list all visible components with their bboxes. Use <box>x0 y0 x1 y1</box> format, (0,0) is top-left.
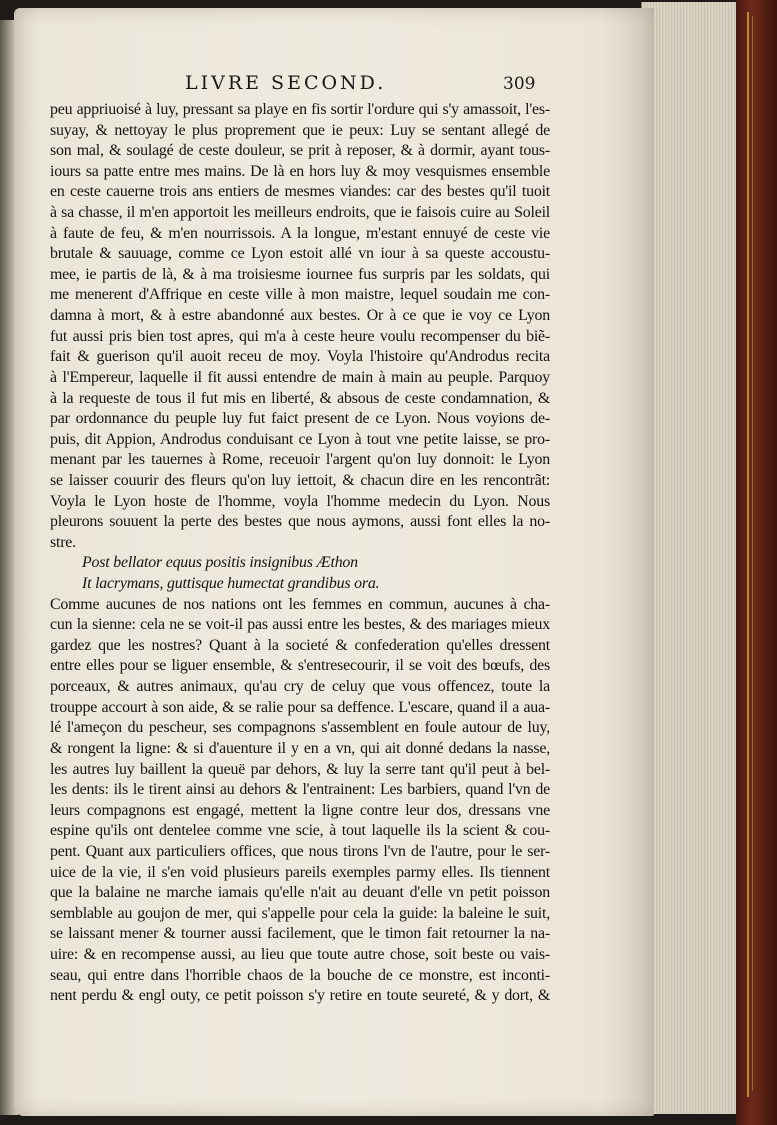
page-fore-edge <box>641 2 740 1114</box>
text-line: damna à mort, & à estre abandonné aux bestes. Or à ce que ie voy ce Lyon <box>50 307 550 325</box>
text-line: fait & guerison qu'il auoit receu de moy. Voyla l'histoire qu'Androdus recita <box>50 348 550 366</box>
text-line: porceaux, & autres animaux, qu'au cry de celuy que vous offencez, toute la <box>50 678 550 696</box>
text-line: uice de la vie, il s'en void plusieurs pareils exemples parmy elles. Ils tiennent <box>50 863 550 881</box>
text-line: les autres luy baillent la queuë par dehors, & luy la serre tant qu'il peut à bel- <box>50 760 550 778</box>
text-line: se laissant mener & tourner aussi facilement, que le timon fait retourner la na- <box>50 925 550 943</box>
text-line: à faute de feu, & m'en nourrissois. A la longue, m'estant ennuyé de ceste vie <box>50 224 550 242</box>
text-line: que la balaine ne marche iamais qu'elle n'ait au deuant d'elle vn petit poisson <box>50 884 550 902</box>
text-line: peu appriuoisé à luy, pressant sa playe en fis sortir l'ordure qui s'y amassoit, l'es- <box>50 101 550 118</box>
text-line: se laisser couurir des fleurs qu'on luy iettoit, & chacun dire en les rencontrãt: <box>50 471 550 489</box>
running-title: LIVRE SECOND. <box>185 72 387 94</box>
verse-line: Post bellator equus positis insignibus Æthon <box>82 554 358 572</box>
text-line: uire: & en recompense aussi, au lieu que toute autre chose, soit beste ou vais- <box>50 945 550 963</box>
text-line: fut aussi pris bien tost apres, qui m'a à ceste heure voulu recompenser du biẽ- <box>50 327 550 345</box>
text-line: gardez que les nostres? Quant à la societé & confederation qu'elles dressent <box>50 636 550 654</box>
text-line: les dents: ils le tirent ainsi au dehors & l'entrainent: Les barbiers, quand l'vn de <box>50 781 550 799</box>
text-line: à sa chasse, il m'en apportoit les meilleurs endroits, que ie faisois cuire au Soleil <box>50 204 550 222</box>
text-line: suyay, & nettoyay le plus proprement que ie peux: Luy se sentant allegé de <box>50 121 550 139</box>
text-line: iours sa patte entre mes mains. De là en hors luy & moy vesquismes ensemble <box>50 162 550 180</box>
text-line: pleurons souuent la perte des bestes que nous aymons, aussi font elles la no- <box>50 513 550 531</box>
text-line: seau, qui entre dans l'horrible chaos de la bouche de ce monstre, est inconti- <box>50 966 550 984</box>
book-cover <box>736 0 777 1125</box>
text-line: brutale & sauuage, comme ce Lyon estoit allé vn iour à sa queste accoustu- <box>50 245 550 263</box>
page-number: 309 <box>503 74 536 94</box>
text-line: nent perdu & engl outy, ce petit poisson s'y retire en toute seureté, & y dort, & <box>50 987 550 1005</box>
text-line: mee, ie partis de là, & à ma troisiesme iournee fus surpris par les soldats, qui <box>50 265 550 283</box>
text-line: lé l'ameçon du pescheur, ses compagnons s'assemblent en foule autour de luy, <box>50 719 550 737</box>
text-line: stre. <box>50 533 76 551</box>
text-line: en ceste cauerne trois ans entiers de mesmes viandes: car des bestes qu'il tuoit <box>50 183 550 201</box>
text-line: me menerent d'Affrique en ceste ville à mon maistre, lequel soudain me con- <box>50 286 550 304</box>
text-line: menant par les tauernes à Rome, receuoir l'argent qu'on luy donnoit: le Lyon <box>50 451 550 469</box>
text-line: & rongent la ligne: & si d'auenture il y en a vn, qui ait donné dedans la nasse, <box>50 739 550 757</box>
text-line: puis, dit Appion, Androdus conduisant ce Lyon à tout vne petite laisse, se pro- <box>50 430 550 448</box>
text-line: entre elles pour se liguer ensemble, & s'entresecourir, il se voit des bœufs, des <box>50 657 550 675</box>
text-line: trouppe accourt à son aide, & se ralie pour sa deffence. L'escare, quand il a aua- <box>50 698 550 716</box>
cover-gilt-rule <box>747 12 749 1097</box>
body-text <box>50 100 550 1007</box>
text-line: semblable au goujon de mer, qui s'appelle pour cela la guide: la baleine le suit, <box>50 904 550 922</box>
text-line: par ordonnance du peuple luy fut faict present de ce Lyon. Nous voyions de- <box>50 410 550 428</box>
verse-line: It lacrymans, guttisque humectat grandibus ora. <box>82 575 380 593</box>
cover-gilt-rule-inner <box>752 16 753 1091</box>
text-line: leurs compagnons est engagé, mettent la ligne contre leur dos, dressans vne <box>50 801 550 819</box>
text-line: à la requeste de tous il fut mis en liberté, & absous de ceste condamnation, & <box>50 389 550 407</box>
text-line: pent. Quant aux particuliers offices, que nous tirons l'vn de l'autre, pour le ser- <box>50 842 550 860</box>
text-line: Voyla le Lyon hoste de l'homme, voyla l'homme medecin du Lyon. Nous <box>50 492 550 510</box>
text-line: son mal, & soulagé de ceste douleur, se prit à reposer, & à dormir, ayant tous- <box>50 142 550 160</box>
text-line: Comme aucunes de nos nations ont les femmes en commun, aucunes à cha- <box>50 595 550 613</box>
text-line: espine qu'ils ont dentelee comme vne scie, à tout laquelle ils la scient & cou- <box>50 822 550 840</box>
text-line: cun la sienne: cela ne se voit-il pas aussi entre les bestes, & des mariages mieux <box>50 616 550 634</box>
text-line: à l'Empereur, laquelle il fit aussi entendre de main à main au peuple. Parquoy <box>50 368 550 386</box>
